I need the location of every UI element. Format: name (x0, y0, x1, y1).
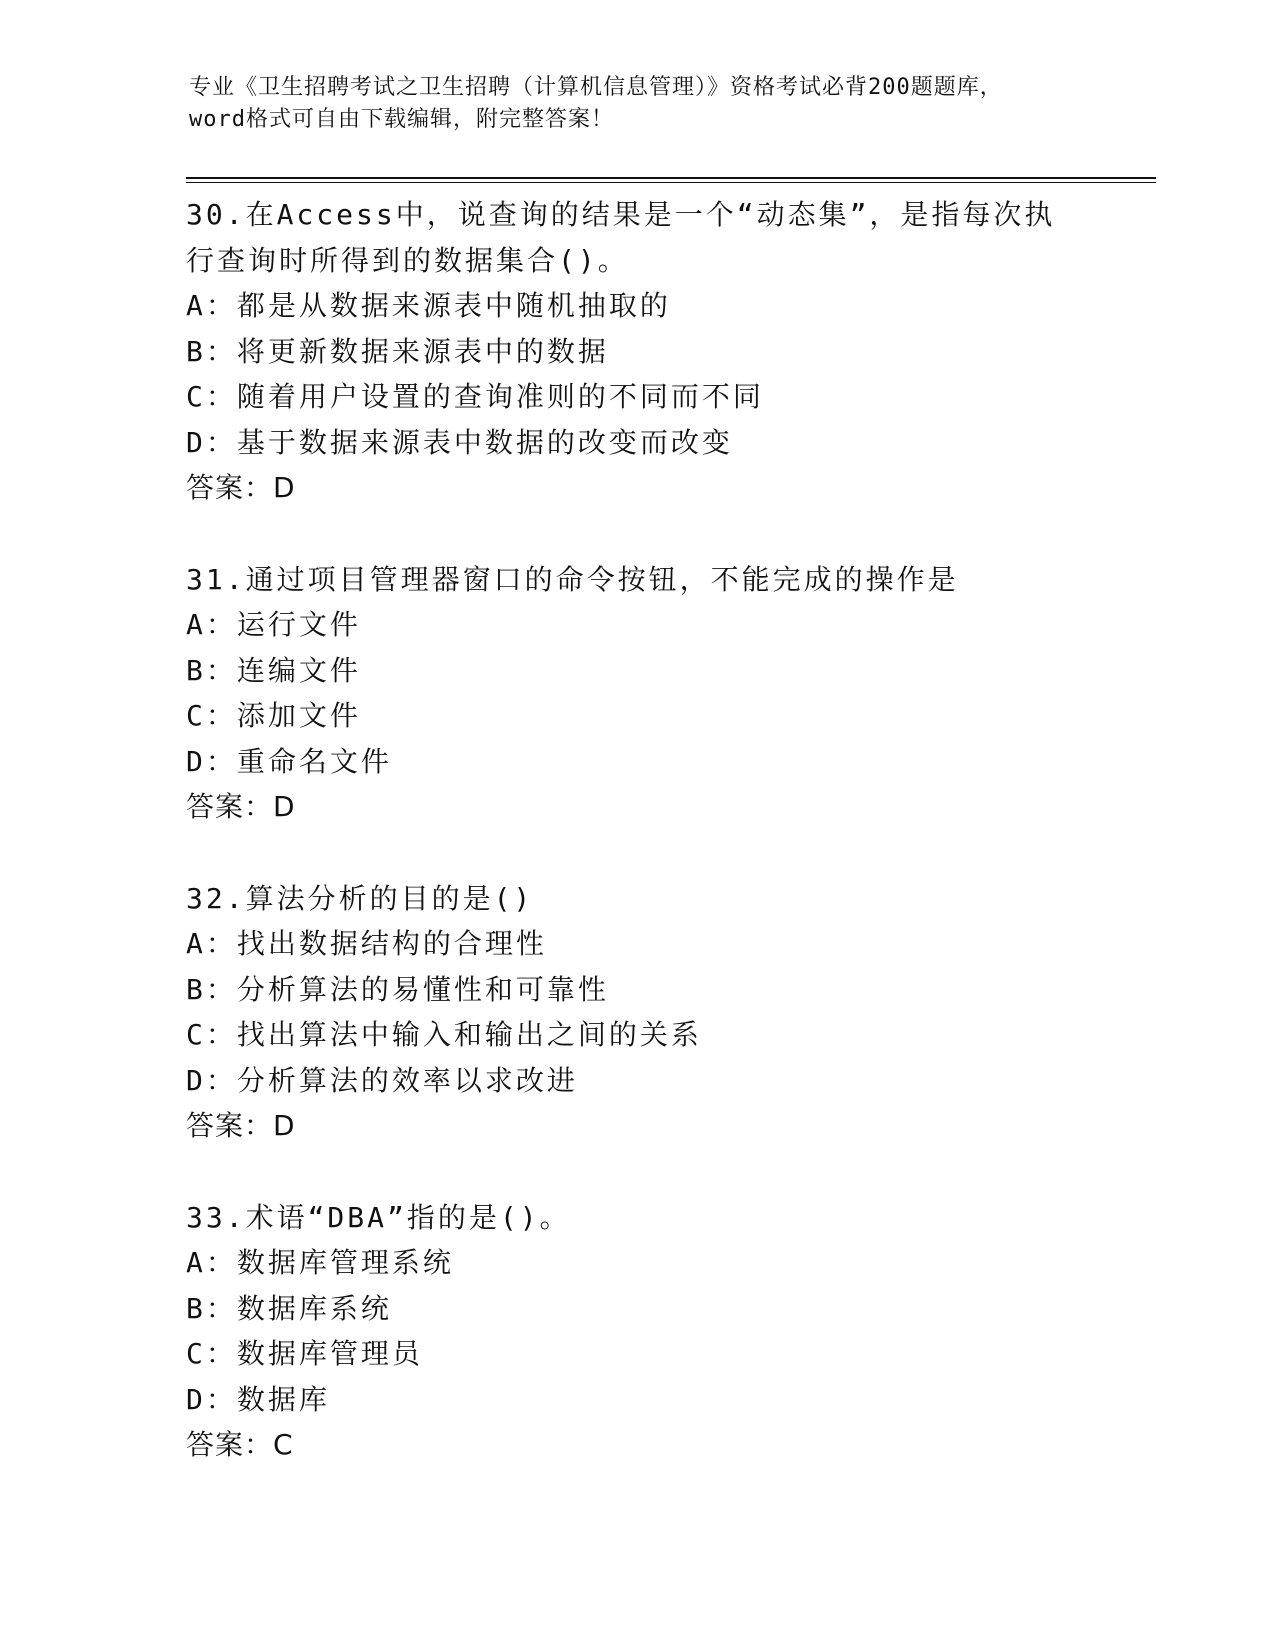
option-a: A：运行文件 (186, 608, 361, 641)
option-d: D：基于数据来源表中数据的改变而改变 (186, 425, 733, 459)
answer-label: 答案：D (186, 471, 296, 504)
option-a: A：找出数据结构的合理性 (186, 927, 547, 960)
question-stem: 32.算法分析的目的是() (186, 881, 534, 915)
question-stem: 31.通过项目管理器窗口的命令按钮，不能完成的操作是 (186, 562, 959, 596)
header-line-1: 专业《卫生招聘考试之卫生招聘（计算机信息管理）》资格考试必背200题题库， (189, 75, 1003, 100)
option-a: A：数据库管理系统 (186, 1246, 454, 1279)
option-c: C：数据库管理员 (186, 1337, 423, 1370)
option-b: B：分析算法的易懂性和可靠性 (186, 972, 609, 1006)
document-header (189, 72, 1089, 136)
answer-label: 答案：C (186, 1428, 294, 1461)
answer-label: 答案：D (186, 1109, 296, 1142)
option-c: C：找出算法中输入和输出之间的关系 (186, 1018, 702, 1051)
option-c: C：添加文件 (186, 699, 361, 732)
question-30 (186, 192, 1086, 511)
option-d: D：数据库 (186, 1382, 330, 1416)
option-d: D：分析算法的效率以求改进 (186, 1063, 578, 1097)
question-32 (186, 876, 1086, 1149)
option-b: B：连编文件 (186, 653, 361, 687)
question-list (186, 192, 1086, 1514)
question-stem: 33.术语“DBA”指的是()。 (186, 1200, 571, 1234)
question-33 (186, 1195, 1086, 1468)
header-divider-thick (186, 177, 1156, 179)
option-d: D：重命名文件 (186, 744, 392, 778)
question-31 (186, 557, 1086, 830)
option-b: B：将更新数据来源表中的数据 (186, 334, 609, 368)
option-b: B：数据库系统 (186, 1291, 392, 1325)
option-a: A：都是从数据来源表中随机抽取的 (186, 289, 671, 322)
question-stem: 30.在Access中，说查询的结果是一个“动态集”，是指每次执行查询时所得到的数据集合()。 (186, 198, 1056, 277)
header-line-2: word格式可自由下载编辑，附完整答案！ (189, 107, 614, 132)
header-divider-thin (186, 182, 1156, 183)
answer-label: 答案：D (186, 790, 296, 823)
option-c: C：随着用户设置的查询准则的不同而不同 (186, 380, 764, 413)
